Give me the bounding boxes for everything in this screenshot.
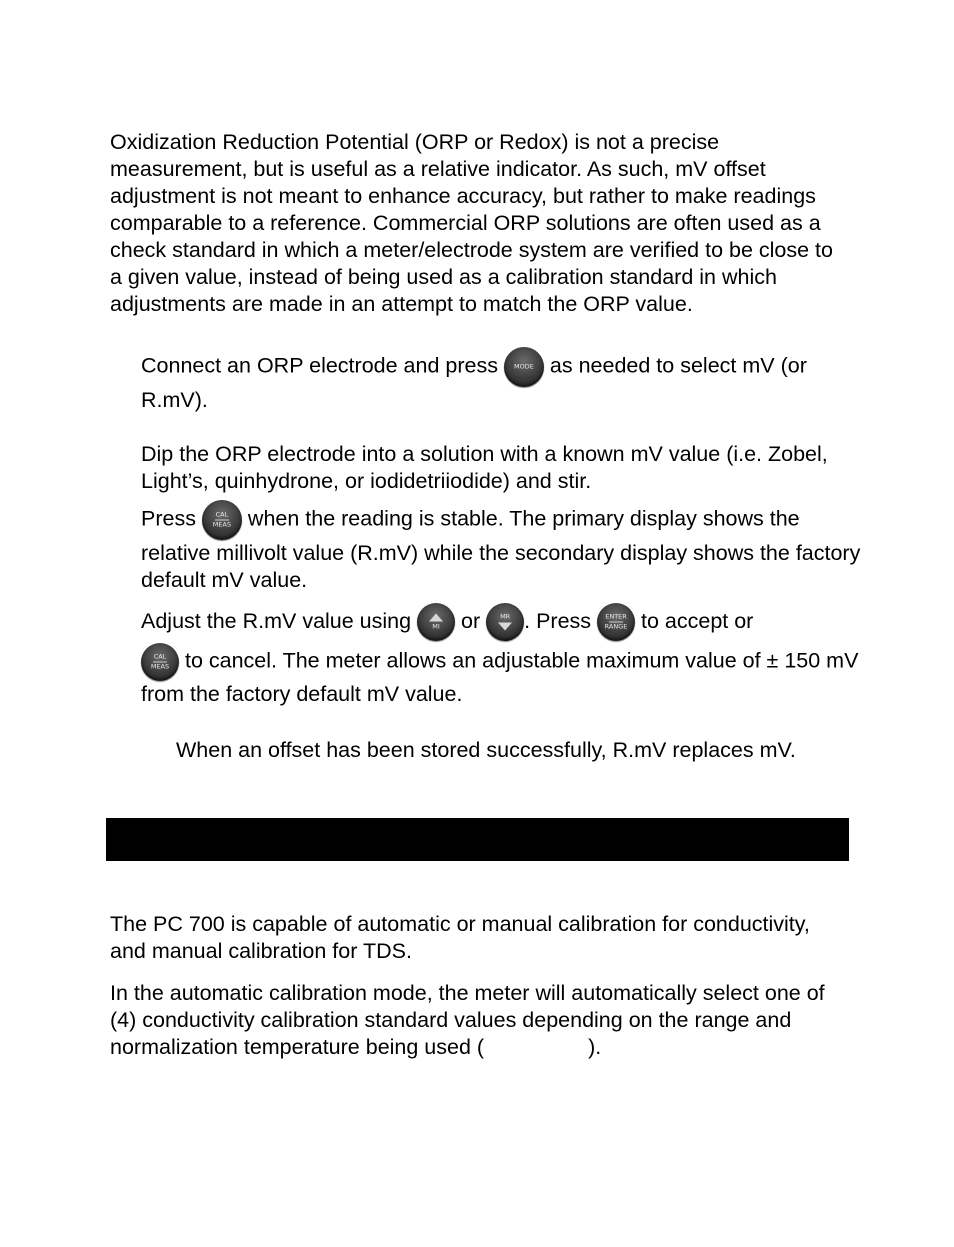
auto-cal-post: ). <box>588 1035 602 1059</box>
step-press-cal <box>141 500 861 594</box>
cal-label-2: CAL <box>153 652 167 661</box>
step-dip: Dip the ORP electrode into a solution with a known mV value (i.e. Zobel, Light’s, quinhydrone, or iodidetriiodide) and stir. <box>141 442 828 493</box>
step-press-cal-post: when the reading is stable. The primary display shows the relative millivolt value (R.mV) while the secondary display shows the factory default mV value. <box>141 506 861 592</box>
step-adjust-cancel: to cancel. The meter allows an adjustable maximum value of ± 150 mV from the factory default mV value. <box>141 648 859 706</box>
enter-label: ENTER <box>605 612 627 621</box>
step-adjust-press: . Press <box>524 609 598 633</box>
mi-up-button-icon <box>417 603 455 641</box>
cal-label: CAL <box>215 510 229 519</box>
section-header-bar <box>106 818 849 861</box>
step-press-cal-pre: Press <box>141 506 202 531</box>
step-connect-pre: Connect an ORP electrode and press <box>141 353 504 378</box>
step-adjust-cont <box>141 643 861 708</box>
step-adjust <box>141 599 861 643</box>
calibration-intro: The PC 700 is capable of automatic or manual calibration for conductivity, and manual calibration for TDS. <box>110 912 810 963</box>
offset-note: When an offset has been stored successfully, R.mV replaces mV. <box>176 738 796 762</box>
step-adjust-pre: Adjust the R.mV value using <box>141 609 418 633</box>
auto-cal-pre: In the automatic calibration mode, the meter will automatically select one of (4) conductivity calibration standard values depending on the range and normalization temperature being used ( <box>110 981 825 1059</box>
meas-label: MEAS <box>212 520 232 529</box>
mode-button-label: MODE <box>514 362 534 371</box>
auto-calibration-paragraph <box>110 980 850 1061</box>
range-label: RANGE <box>604 622 628 631</box>
enter-range-button-icon <box>597 603 635 641</box>
cal-meas-button-icon <box>202 500 242 540</box>
mode-button-icon <box>504 347 544 387</box>
intro-paragraph: Oxidization Reduction Potential (ORP or Redox) is not a precise measurement, but is useful as a relative indicator. As such, mV offset adjustment is not meant to enhance accuracy, but rather to make readings comparable to a reference. Commercial ORP solutions are often used as a check standard in which a meter/electrode system are verified to be close to a given value, instead of being used as a calibration standard in which adjustments are made in an attempt to match the ORP value. <box>110 130 833 316</box>
step-connect-post: as needed to select mV (or R.mV). <box>141 353 807 412</box>
step-adjust-or: or <box>455 609 487 633</box>
cal-meas-cancel-button-icon <box>141 643 179 681</box>
step-connect <box>141 347 861 414</box>
step-adjust-accept: to accept or <box>635 609 754 633</box>
mr-down-button-icon <box>486 603 524 641</box>
mi-label: MI <box>432 622 440 631</box>
mr-label: MR <box>500 612 511 621</box>
meas-label-2: MEAS <box>150 662 170 671</box>
